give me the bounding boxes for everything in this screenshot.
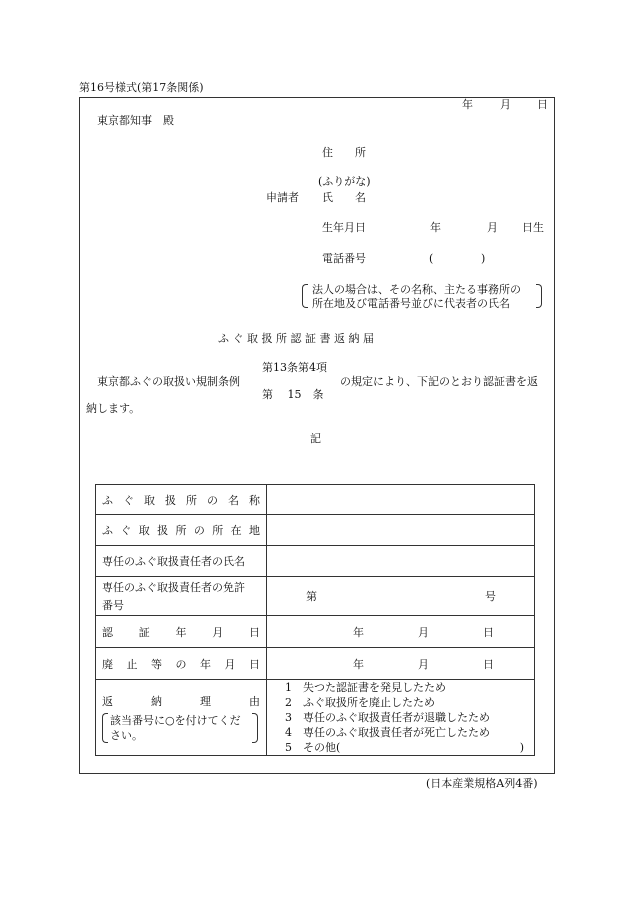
reason-option-4[interactable]: 4 専任のふぐ取扱責任者が死亡したため [285, 726, 490, 739]
detail-table [95, 484, 535, 756]
corp-note-line1: 法人の場合は、その名称、主たる事務所の [312, 283, 521, 296]
form-number: 第16号様式(第17条関係) [79, 81, 204, 94]
birth-year-label: 年 [430, 221, 441, 234]
date-month-label: 月 [500, 98, 511, 111]
shop-name-label: ふ ぐ 取 扱 所 の 名 称 [96, 485, 267, 515]
table-row [96, 616, 535, 648]
body-continuation: 納します。 [86, 402, 141, 415]
date-year-label: 年 [462, 98, 473, 111]
abolish-date-label: 廃 止 等 の 年 月 日 [96, 648, 267, 680]
reason-note-line2: さい。 [110, 728, 143, 742]
address-label: 住 所 [322, 146, 366, 159]
ki-label: 記 [310, 432, 321, 445]
cert-date-label: 認 証 年 月 日 [96, 616, 267, 648]
table-row [96, 546, 535, 577]
addressee: 東京都知事 殿 [97, 114, 174, 127]
table-row [96, 648, 535, 680]
manager-name-field[interactable] [267, 546, 535, 577]
reason-option-1[interactable]: 1 失つた認証書を発見したため [285, 681, 446, 694]
reason-note-line1: 該当番号に○を付けてくだ [110, 713, 241, 727]
reason-option-2[interactable]: 2 ふぐ取扱所を廃止したため [285, 696, 435, 709]
form-title: ふ ぐ 取 扱 所 認 証 書 返 納 届 [218, 332, 374, 345]
license-number-label: 専任のふぐ取扱責任者の免許 番号 [96, 577, 267, 616]
date-day-label: 日 [537, 98, 548, 111]
license-go: 号 [485, 590, 496, 603]
body-clause-bottom: 第 15 条 [262, 388, 324, 401]
reason-note-bracket-right [252, 713, 258, 743]
body-prefix: 東京都ふぐの取扱い規制条例 [97, 375, 240, 388]
paper-size-note: (日本産業規格A列4番) [426, 777, 538, 790]
return-reason-options [267, 680, 535, 756]
applicant-label: 申請者 [266, 191, 299, 204]
table-row [96, 577, 535, 616]
reason-option-5[interactable]: 5 その他( ) [285, 741, 524, 754]
birth-label: 生年月日 [322, 221, 366, 234]
table-row [96, 515, 535, 546]
furigana-label: (ふりがな) [318, 175, 371, 188]
phone-label: 電話番号 [322, 252, 366, 265]
body-clause-top: 第13条第4項 [262, 361, 327, 374]
corp-note-line2: 所在地及び電話番号並びに代表者の氏名 [312, 297, 510, 310]
license-number-field[interactable] [267, 577, 535, 616]
cert-date-field[interactable]: 年 月 日 [267, 616, 535, 648]
table-row [96, 680, 535, 756]
name-label: 氏 名 [322, 191, 366, 204]
corp-note-bracket-left [302, 284, 308, 308]
manager-name-label: 専任のふぐ取扱責任者の氏名 [96, 546, 267, 577]
abolish-date-field[interactable]: 年 月 日 [267, 648, 535, 680]
shop-location-field[interactable] [267, 515, 535, 546]
birth-day-label: 日生 [522, 221, 544, 234]
phone-paren-close: ) [481, 252, 486, 265]
reason-note-bracket-left [102, 713, 108, 743]
shop-name-field[interactable] [267, 485, 535, 515]
corp-note-bracket-right [536, 284, 542, 308]
birth-month-label: 月 [487, 221, 498, 234]
phone-paren-open: ( [429, 252, 434, 265]
return-reason-label: 返 納 理 由 該当番号に○を付けてくだ さい。 [96, 680, 267, 756]
table-row [96, 485, 535, 515]
body-suffix: の規定により、下記のとおり認証書を返 [340, 375, 538, 388]
shop-location-label: ふ ぐ 取 扱 所 の 所 在 地 [96, 515, 267, 546]
reason-option-3[interactable]: 3 専任のふぐ取扱責任者が退職したため [285, 711, 490, 724]
license-dai: 第 [306, 590, 317, 603]
